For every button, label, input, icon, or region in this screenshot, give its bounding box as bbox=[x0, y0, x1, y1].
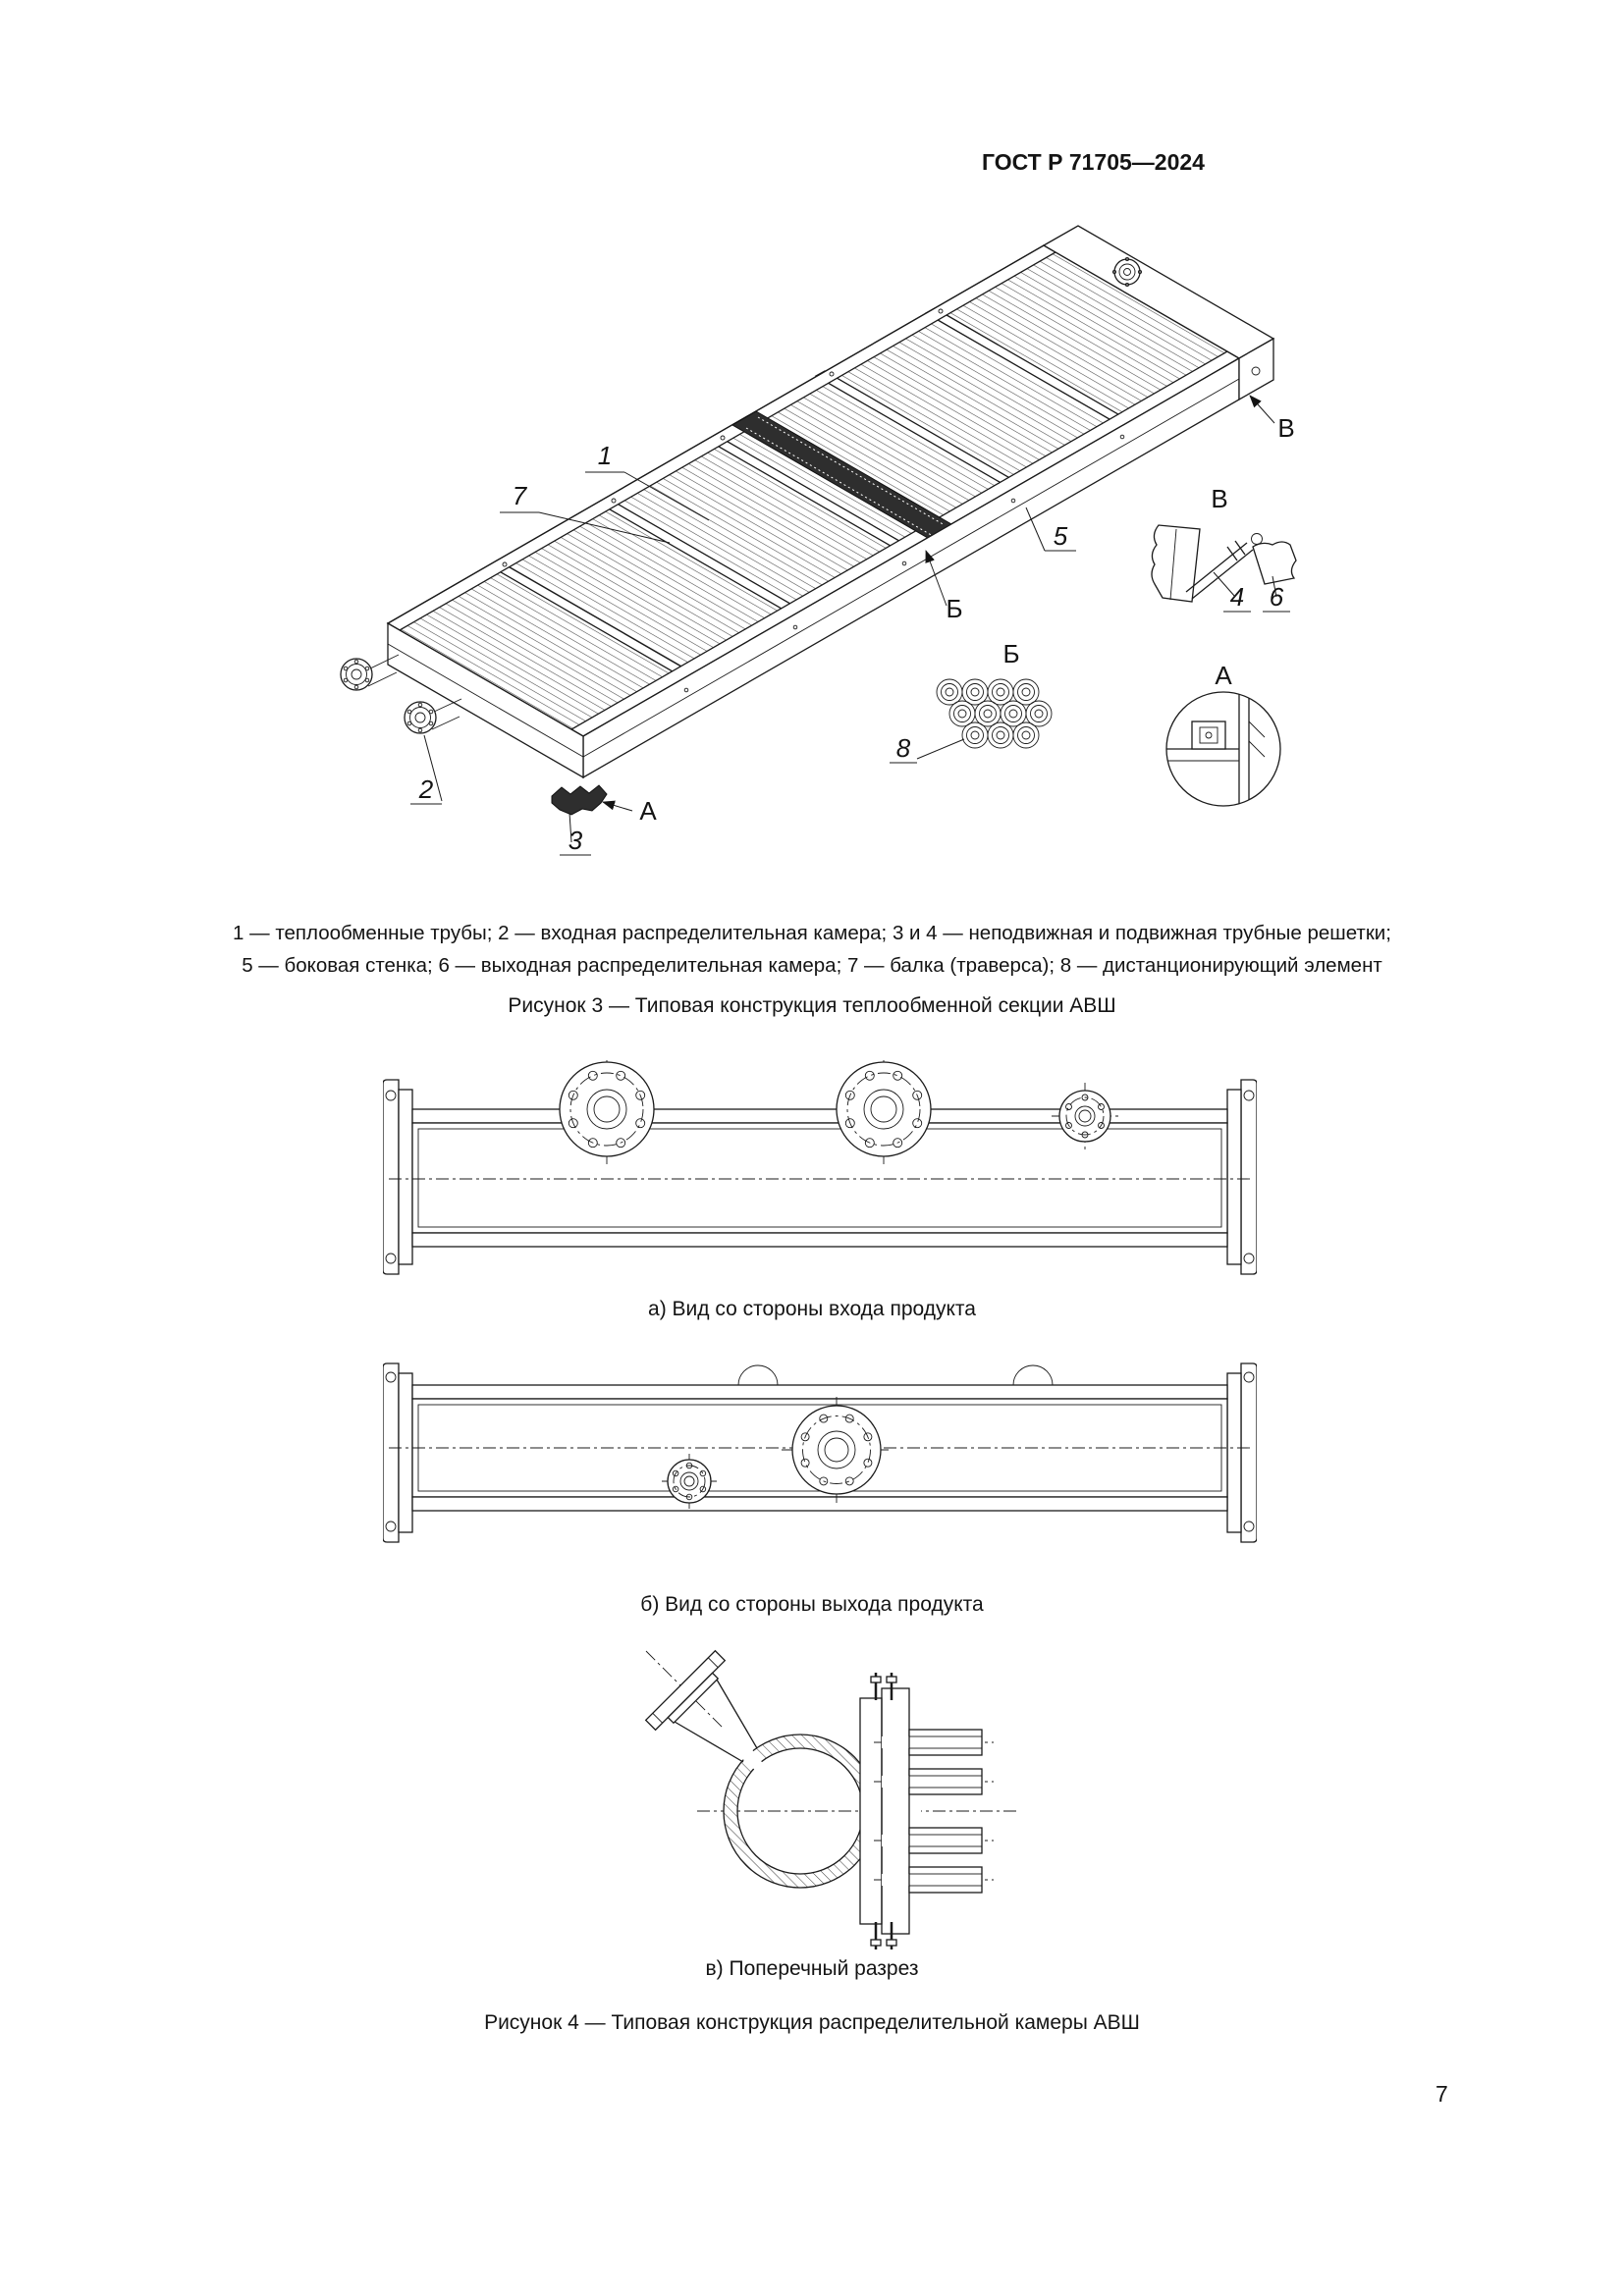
figure3-legend bbox=[118, 917, 1506, 982]
svg-text:6: 6 bbox=[1269, 582, 1284, 612]
svg-text:А: А bbox=[1215, 661, 1232, 690]
corner-fin-patch bbox=[552, 785, 607, 815]
detail-v bbox=[1152, 484, 1296, 612]
figure4a-caption: а) Вид со стороны входа продукта bbox=[648, 1298, 976, 1320]
svg-text:Б: Б bbox=[946, 594, 963, 623]
page-number: 7 bbox=[1435, 2081, 1448, 2107]
svg-text:В: В bbox=[1277, 413, 1295, 443]
svg-text:2: 2 bbox=[418, 774, 434, 804]
callout-2 bbox=[410, 735, 442, 804]
figure3-drawing bbox=[226, 211, 1326, 888]
cross-section bbox=[646, 1651, 1016, 1949]
figure4b-caption: б) Вид со стороны выхода продукта bbox=[640, 1593, 984, 1616]
legend-line-2: 5 — боковая стенка; 6 — выходная распределительная камера; 7 — балка (траверса); 8 — дистанционирующий элемент bbox=[242, 954, 1382, 977]
figure4c-caption: в) Поперечный разрез bbox=[705, 1957, 919, 1980]
svg-text:1: 1 bbox=[597, 441, 613, 470]
figure4-caption: Рисунок 4 — Типовая конструкция распределительной камеры АВШ bbox=[484, 2011, 1140, 2034]
legend-line-1: 1 — теплообменные трубы; 2 — входная распределительная камера; 3 и 4 — неподвижная и подвижная трубные решетки; bbox=[233, 922, 1391, 944]
detail-b bbox=[890, 639, 1052, 763]
svg-text:5: 5 bbox=[1053, 521, 1068, 551]
svg-text:7: 7 bbox=[512, 481, 527, 510]
chamber-body-inlet-view bbox=[383, 1080, 1257, 1274]
figure4b-drawing bbox=[383, 1360, 1257, 1551]
svg-text:8: 8 bbox=[895, 733, 911, 763]
callout-3 bbox=[560, 813, 591, 855]
svg-text:4: 4 bbox=[1229, 582, 1245, 612]
svg-text:3: 3 bbox=[568, 826, 583, 855]
figure4a-drawing bbox=[383, 1060, 1257, 1281]
detail-a bbox=[1166, 661, 1280, 806]
document-header: ГОСТ Р 71705—2024 bbox=[982, 149, 1205, 175]
view-arrow-a bbox=[603, 796, 657, 826]
callout-4 bbox=[1214, 572, 1251, 612]
svg-text:В: В bbox=[1211, 484, 1228, 513]
view-arrow-v bbox=[1250, 396, 1295, 443]
figure4c-drawing bbox=[628, 1649, 1041, 1953]
figure3-caption: Рисунок 3 — Типовая конструкция теплообменной секции АВШ bbox=[508, 994, 1116, 1017]
callout-8 bbox=[890, 733, 964, 763]
svg-text:А: А bbox=[639, 796, 657, 826]
svg-text:Б: Б bbox=[1002, 639, 1020, 668]
